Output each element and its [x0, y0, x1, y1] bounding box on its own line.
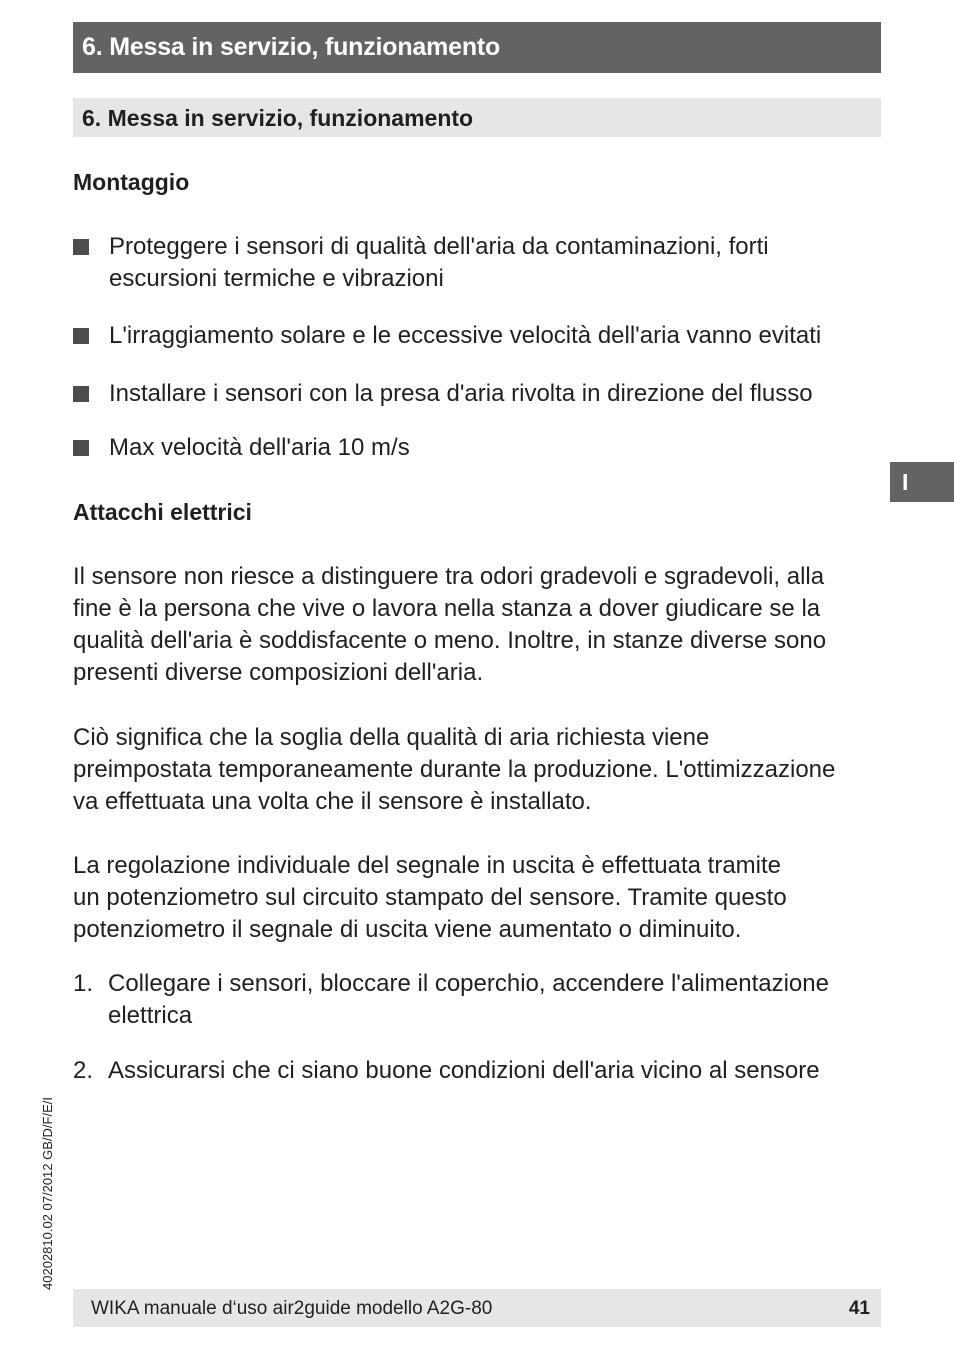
bullet-item: [73, 231, 873, 295]
paragraph-line: qualità dell'aria è soddisfacente o meno. Inoltre, in stanze diverse sono: [73, 627, 827, 654]
bullet-text-line: escursioni termiche e vibrazioni: [109, 265, 444, 292]
document-code: 40202810.02 07/2012 GB/D/F/E/I: [40, 1097, 55, 1290]
attacchi-heading: Attacchi elettrici: [73, 499, 252, 525]
square-bullet-icon: [73, 386, 89, 402]
paragraph: [73, 561, 883, 689]
bullet-text: Installare i sensori con la presa d'aria rivolta in direzione del flusso: [109, 380, 813, 407]
bullet-item: [73, 320, 873, 352]
page-number: 41: [848, 1298, 870, 1319]
chapter-header-bar: [73, 22, 881, 73]
chapter-title: 6. Messa in servizio, funzionamento: [82, 33, 501, 61]
step-number: 2.: [73, 1057, 94, 1084]
footer-bar: [73, 1289, 881, 1327]
paragraph-line: Il sensore non riesce a distinguere tra odori gradevoli e sgradevoli, alla: [73, 563, 825, 590]
section-title: 6. Messa in servizio, funzionamento: [82, 105, 474, 131]
bullet-item: [73, 378, 873, 410]
bullet-text: L'irraggiamento solare e le eccessive velocità dell'aria vanno evitati: [109, 322, 822, 349]
paragraph: [73, 722, 883, 818]
square-bullet-icon: [73, 239, 89, 255]
step-text-line: Collegare i sensori, bloccare il coperchio, accendere l'alimentazione: [108, 970, 829, 997]
paragraph-line: La regolazione individuale del segnale in uscita è effettuata tramite: [73, 852, 782, 879]
montaggio-heading: Montaggio: [73, 169, 190, 195]
step-number: 1.: [73, 970, 94, 997]
numbered-step: [73, 1055, 883, 1087]
section-header-bar: [73, 98, 881, 137]
step-text: Assicurarsi che ci siano buone condizioni dell'aria vicino al sensore: [108, 1057, 820, 1084]
bullet-text: [109, 231, 879, 295]
step-text-line: elettrica: [108, 1002, 193, 1029]
paragraph-line: potenziometro il segnale di uscita viene aumentato o diminuito.: [73, 916, 742, 943]
paragraph-line: un potenziometro sul circuito stampato del sensore. Tramite questo: [73, 884, 787, 911]
paragraph-line: fine è la persona che vive o lavora nella stanza a dover giudicare se la: [73, 595, 821, 622]
paragraph-line: presenti diverse composizioni dell'aria.: [73, 659, 484, 686]
bullet-text: Max velocità dell'aria 10 m/s: [109, 434, 410, 461]
bullet-text-line: Proteggere i sensori di qualità dell'aria da contaminazioni, forti: [109, 233, 769, 260]
footer-title: WIKA manuale d‘uso air2guide modello A2G-80: [91, 1298, 493, 1319]
paragraph-line: va effettuata una volta che il sensore è installato.: [73, 788, 592, 815]
paragraph-line: preimpostata temporaneamente durante la produzione. L'ottimizzazione: [73, 756, 836, 783]
step-text: [108, 968, 883, 1032]
language-tab-label: I: [902, 469, 909, 495]
numbered-step: [73, 968, 883, 1032]
paragraph-line: Ciò significa che la soglia della qualità di aria richiesta viene: [73, 724, 710, 751]
square-bullet-icon: [73, 328, 89, 344]
square-bullet-icon: [73, 440, 89, 456]
paragraph: [73, 850, 883, 946]
bullet-item: [73, 432, 873, 464]
language-tab: [890, 462, 954, 502]
